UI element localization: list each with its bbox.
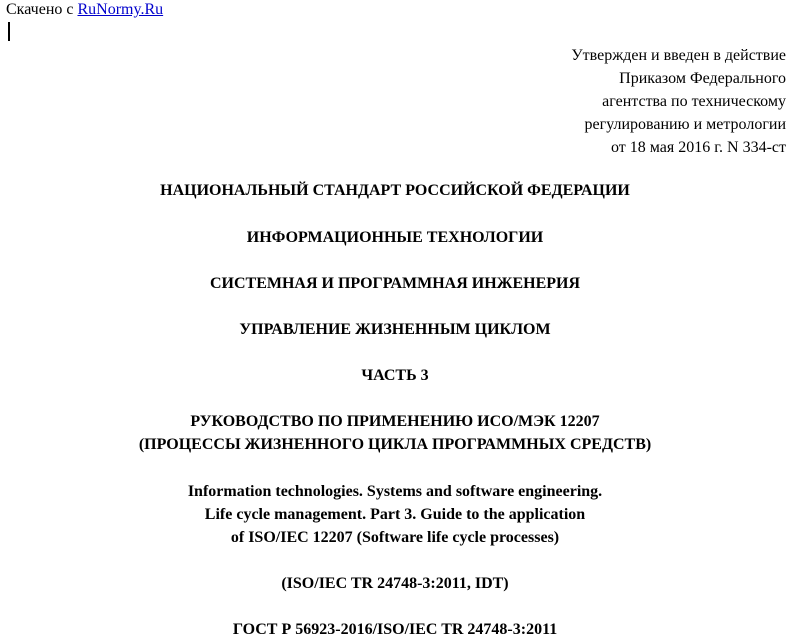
- approval-line: Приказом Федерального: [619, 70, 786, 87]
- national-standard-heading: НАЦИОНАЛЬНЫЙ СТАНДАРТ РОССИЙСКОЙ ФЕДЕРАЦИИ: [160, 182, 630, 199]
- approval-line: агентства по техническому: [602, 93, 786, 110]
- guide-heading-line1: РУКОВОДСТВО ПО ПРИМЕНЕНИЮ ИСО/МЭК 12207: [190, 413, 600, 430]
- english-title-line3: of ISO/IEC 12207 (Software life cycle processes): [230, 529, 560, 546]
- guide-heading-line2: (ПРОЦЕССЫ ЖИЗНЕННОГО ЦИКЛА ПРОГРАММНЫХ СРЕДСТВ): [138, 436, 652, 453]
- approval-block: [571, 44, 786, 159]
- approval-line: от 18 мая 2016 г. N 334-ст: [611, 139, 786, 156]
- english-title-line1: Information technologies. Systems and software engineering.: [187, 483, 603, 500]
- gost-designation: ГОСТ Р 56923-2016/ISO/IEC TR 24748-3:2011: [232, 621, 558, 638]
- approval-line: регулированию и метрологии: [584, 116, 786, 133]
- source-prefix: Скачено с: [6, 1, 78, 18]
- life-cycle-heading: УПРАВЛЕНИЕ ЖИЗНЕННЫМ ЦИКЛОМ: [239, 321, 551, 338]
- approval-line: Утвержден и введен в действие: [571, 47, 786, 64]
- systems-software-heading: СИСТЕМНАЯ И ПРОГРАММНАЯ ИНЖЕНЕРИЯ: [209, 275, 581, 292]
- english-title-line2: Life cycle management. Part 3. Guide to the application: [204, 506, 586, 523]
- part-heading: ЧАСТЬ 3: [361, 367, 429, 384]
- iso-reference: (ISO/IEC TR 24748-3:2011, IDT): [281, 575, 509, 592]
- information-technologies-heading: ИНФОРМАЦИОННЫЕ ТЕХНОЛОГИИ: [246, 229, 544, 246]
- text-cursor: [8, 22, 10, 41]
- runormy-link[interactable]: RuNormy.Ru: [77, 1, 164, 18]
- source-line: [6, 0, 163, 19]
